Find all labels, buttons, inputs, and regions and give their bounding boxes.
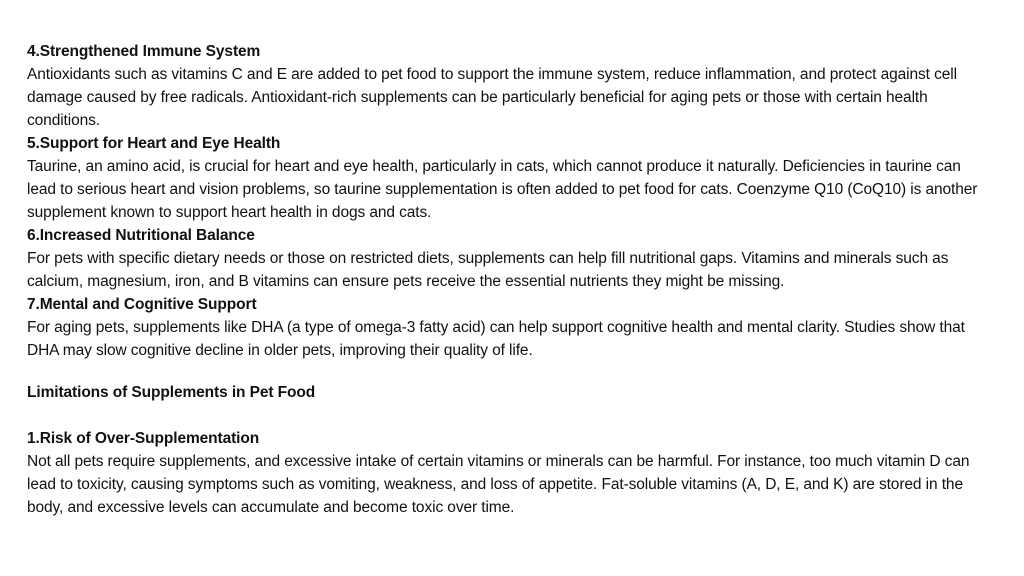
section-body: Not all pets require supplements, and excessive intake of certain vitamins or minerals can be harmful. For instance, too much vitamin D can lead to toxicity, causing symptoms such as vomiting, weakness, and loss of appetite. Fat-soluble vitamins (A, D, E, and K) are stored in the body, and excessive levels can accumulate and become toxic over time. — [27, 453, 970, 516]
section-mental-cognitive — [27, 293, 987, 362]
section-nutritional-balance — [27, 224, 987, 293]
section-heading: 1.Risk of Over-Supplementation — [27, 430, 260, 447]
limitations-title: Limitations of Supplements in Pet Food — [27, 384, 316, 401]
section-heading: 4.Strengthened Immune System — [27, 43, 261, 60]
section-heading: 6.Increased Nutritional Balance — [27, 227, 255, 244]
section-immune-system — [27, 40, 987, 132]
section-heart-eye-health — [27, 132, 987, 224]
section-body: Taurine, an amino acid, is crucial for heart and eye health, particularly in cats, which cannot produce it naturally. Deficiencies in taurine can lead to serious heart and vision problems, so taurine supplementation is often added to pet food for cats. Coenzyme Q10 (CoQ10) is another supplement known to support heart health in dogs and cats. — [27, 158, 978, 221]
document-page — [27, 40, 987, 519]
section-body: Antioxidants such as vitamins C and E are added to pet food to support the immune system, reduce inflammation, and protect against cell damage caused by free radicals. Antioxidant-rich supplements can be particularly beneficial for aging pets or those with certain health conditions. — [27, 66, 957, 129]
spacer — [27, 362, 987, 381]
section-heading: 7.Mental and Cognitive Support — [27, 296, 257, 313]
spacer — [27, 404, 987, 427]
section-heading: 5.Support for Heart and Eye Health — [27, 135, 281, 152]
section-body: For pets with specific dietary needs or those on restricted diets, supplements can help fill nutritional gaps. Vitamins and minerals such as calcium, magnesium, iron, and B vitamins can ensure pets receive the essential nutrients they might be missing. — [27, 250, 949, 290]
section-body: For aging pets, supplements like DHA (a type of omega-3 fatty acid) can help support cognitive health and mental clarity. Studies show that DHA may slow cognitive decline in older pets, improving their quality of life. — [27, 319, 965, 359]
section-over-supplementation — [27, 427, 987, 519]
